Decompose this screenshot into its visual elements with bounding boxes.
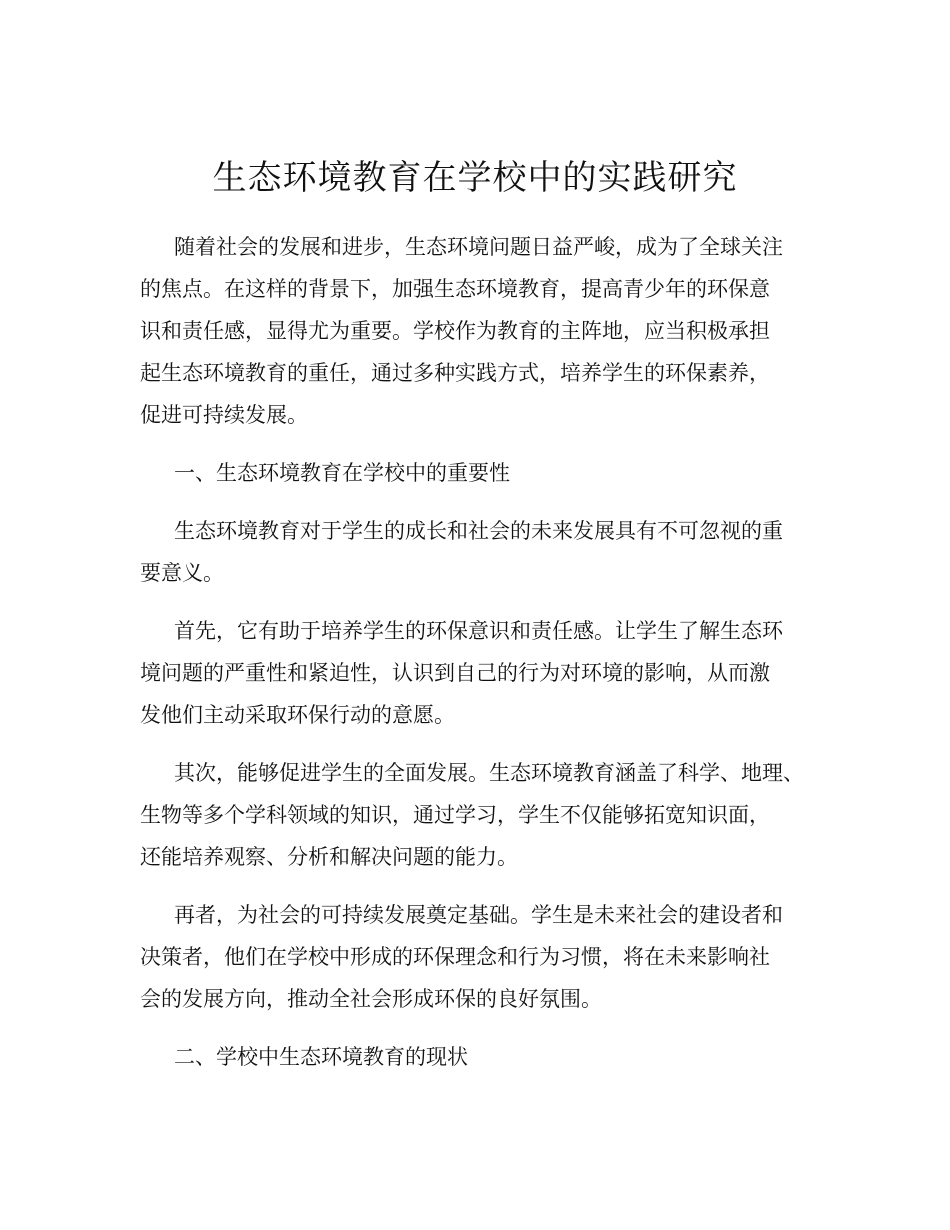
- paragraph-line: 起生态环境教育的重任，通过多种实践方式，培养学生的环保素养，: [140, 361, 770, 385]
- paragraph-line: 首先，它有助于培养学生的环保意识和责任感。让学生了解生态环: [174, 619, 783, 643]
- paragraph-line: 境问题的严重性和紧迫性，认识到自己的行为对环境的影响，从而激: [140, 661, 770, 685]
- paragraph-line: 识和责任感，显得尤为重要。学校作为教育的主阵地，应当积极承担: [140, 319, 770, 343]
- document-title: 生态环境教育在学校中的实践研究: [212, 158, 738, 198]
- paragraph-line: 生物等多个学科领域的知识，通过学习，学生不仅能够拓宽知识面，: [140, 803, 770, 827]
- paragraph-line: 促进可持续发展。: [140, 403, 308, 427]
- paragraph-line: 再者，为社会的可持续发展奠定基础。学生是未来社会的建设者和: [174, 903, 783, 927]
- paragraph-line: 发他们主动采取环保行动的意愿。: [140, 703, 455, 727]
- paragraph-line: 决策者，他们在学校中形成的环保理念和行为习惯，将在未来影响社: [140, 945, 770, 969]
- paragraph-line: 的焦点。在这样的背景下，加强生态环境教育，提高青少年的环保意: [140, 277, 770, 301]
- paragraph-line: 还能培养观察、分析和解决问题的能力。: [140, 845, 518, 869]
- paragraph-line: 其次，能够促进学生的全面发展。生态环境教育涵盖了科学、地理、: [174, 761, 804, 785]
- section-heading: 一、生态环境教育在学校中的重要性: [174, 461, 510, 485]
- paragraph-line: 生态环境教育对于学生的成长和社会的未来发展具有不可忽视的重: [174, 519, 783, 543]
- paragraph-line: 随着社会的发展和进步，生态环境问题日益严峻，成为了全球关注: [174, 235, 783, 259]
- paragraph-line: 要意义。: [140, 561, 224, 585]
- section-heading: 二、学校中生态环境教育的现状: [174, 1045, 468, 1069]
- paragraph-line: 会的发展方向，推动全社会形成环保的良好氛围。: [140, 987, 602, 1011]
